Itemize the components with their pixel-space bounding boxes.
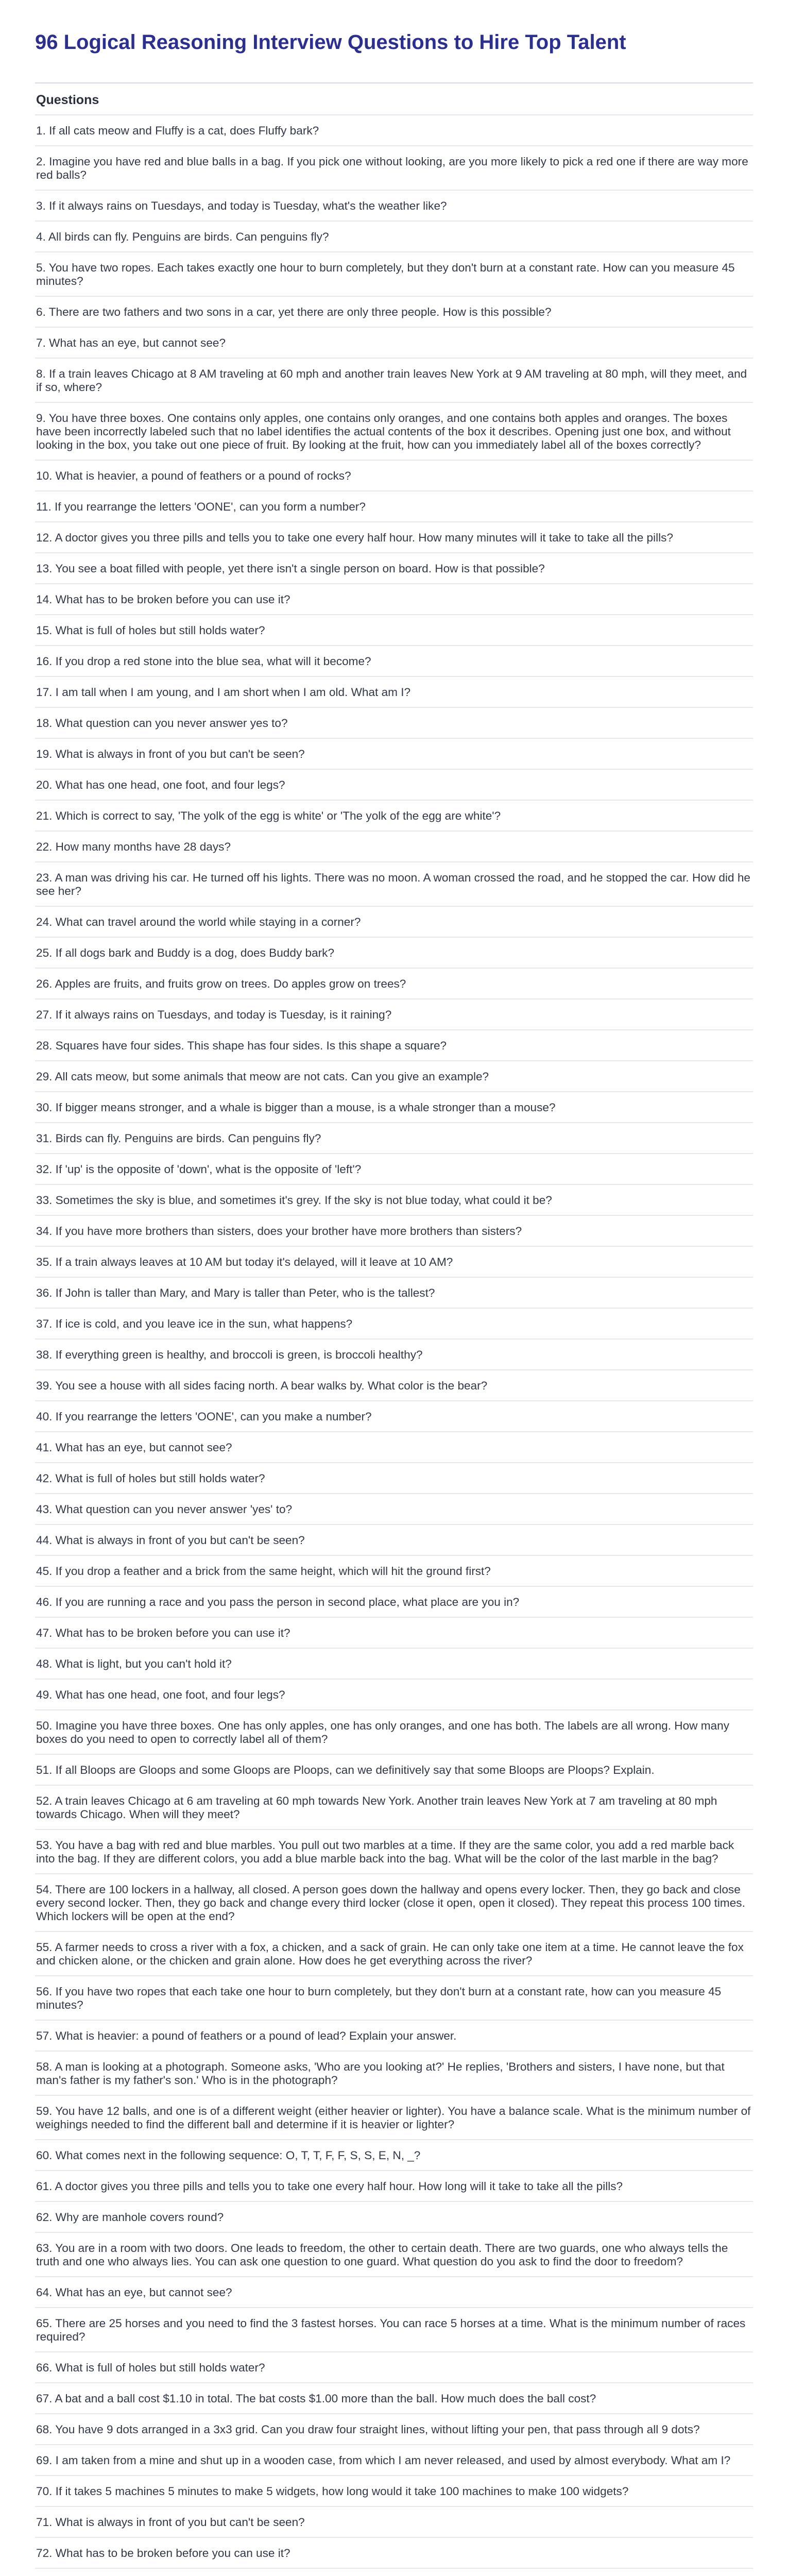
questions-table [35,82,753,2576]
question-row: 53. You have a bag with red and blue marbles. You pull out two marbles at a time. If they are the same color, you add a red marble back into the bag. If they are different colors, you add a blue marble back into the bag. What will be the color of the last marble in the bag? [35,1830,753,1874]
question-row: 12. A doctor gives you three pills and tells you to take one every half hour. How many minutes will it take to take all the pills? [35,522,753,553]
question-row: 24. What can travel around the world while staying in a corner? [35,907,753,938]
question-row: 29. All cats meow, but some animals that meow are not cats. Can you give an example? [35,1061,753,1092]
question-row: 70. If it takes 5 machines 5 minutes to make 5 widgets, how long would it take 100 machines to make 100 widgets? [35,2476,753,2507]
question-row: 43. What question can you never answer 'yes' to? [35,1494,753,1525]
question-row: 58. A man is looking at a photograph. Someone asks, 'Who are you looking at?' He replies, 'Brothers and sisters, I have none, but that man's father is my father's son.' Who is in the photograph? [35,2052,753,2096]
question-row: 60. What comes next in the following sequence: O, T, T, F, F, S, S, E, N, _? [35,2140,753,2171]
question-row: 28. Squares have four sides. This shape has four sides. Is this shape a square? [35,1030,753,1061]
question-row: 22. How many months have 28 days? [35,832,753,862]
question-row: 27. If it always rains on Tuesdays, and today is Tuesday, is it raining? [35,999,753,1030]
question-row: 21. Which is correct to say, 'The yolk of the egg is white' or 'The yolk of the egg are white'? [35,801,753,832]
question-row: 32. If 'up' is the opposite of 'down', what is the opposite of 'left'? [35,1154,753,1185]
question-row: 8. If a train leaves Chicago at 8 AM traveling at 60 mph and another train leaves New York at 9 AM traveling at 80 mph, will they meet, and if so, where? [35,359,753,403]
question-row: 5. You have two ropes. Each takes exactly one hour to burn completely, but they don't burn at a constant rate. How can you measure 45 minutes? [35,252,753,297]
question-row: 52. A train leaves Chicago at 6 am traveling at 60 mph towards New York. Another train leaves New York at 7 am traveling at 80 mph towards Chicago. When will they meet? [35,1786,753,1830]
question-row: 37. If ice is cold, and you leave ice in the sun, what happens? [35,1309,753,1340]
question-list [35,115,753,2576]
question-row: 63. You are in a room with two doors. One leads to freedom, the other to certain death. There are two guards, one who always tells the truth and one who always lies. You can ask one question to one guard. What question do you ask to find the door to freedom? [35,2233,753,2277]
question-row: 30. If bigger means stronger, and a whale is bigger than a mouse, is a whale stronger than a mouse? [35,1092,753,1123]
question-row: 46. If you are running a race and you pass the person in second place, what place are you in? [35,1587,753,1618]
table-header: Questions [35,83,753,115]
question-row: 62. Why are manhole covers round? [35,2202,753,2233]
question-row: 34. If you have more brothers than sisters, does your brother have more brothers than sisters? [35,1216,753,1247]
question-row: 66. What is full of holes but still holds water? [35,2352,753,2383]
question-row: 15. What is full of holes but still holds water? [35,615,753,646]
question-row: 18. What question can you never answer yes to? [35,708,753,739]
question-row: 59. You have 12 balls, and one is of a different weight (either heavier or lighter). You have a balance scale. What is the minimum number of weighings needed to find the different ball and determine if it is heavier or lighter? [35,2096,753,2140]
question-row: 61. A doctor gives you three pills and tells you to take one every half hour. How long will it take to take all the pills? [35,2171,753,2202]
question-row: 51. If all Bloops are Gloops and some Gloops are Ploops, can we definitively say that some Bloops are Ploops? Explain. [35,1755,753,1786]
question-row: 45. If you drop a feather and a brick from the same height, which will hit the ground first? [35,1556,753,1587]
question-row: 48. What is light, but you can't hold it? [35,1649,753,1680]
question-row: 13. You see a boat filled with people, yet there isn't a single person on board. How is that possible? [35,553,753,584]
question-row: 38. If everything green is healthy, and broccoli is green, is broccoli healthy? [35,1340,753,1370]
question-row: 41. What has an eye, but cannot see? [35,1432,753,1463]
question-row: 42. What is full of holes but still holds water? [35,1463,753,1494]
question-row: 31. Birds can fly. Penguins are birds. Can penguins fly? [35,1123,753,1154]
question-row: 50. Imagine you have three boxes. One has only apples, one has only oranges, and one has both. The labels are all wrong. How many boxes do you need to open to correctly label all of them? [35,1710,753,1755]
question-row: 68. You have 9 dots arranged in a 3x3 grid. Can you draw four straight lines, without lifting your pen, that pass through all 9 dots? [35,2414,753,2445]
question-row: 17. I am tall when I am young, and I am short when I am old. What am I? [35,677,753,708]
question-row: 26. Apples are fruits, and fruits grow on trees. Do apples grow on trees? [35,969,753,999]
question-row: 7. What has an eye, but cannot see? [35,328,753,359]
question-row: 39. You see a house with all sides facing north. A bear walks by. What color is the bear? [35,1370,753,1401]
question-row: 33. Sometimes the sky is blue, and sometimes it's grey. If the sky is not blue today, what could it be? [35,1185,753,1216]
question-row: 65. There are 25 horses and you need to find the 3 fastest horses. You can race 5 horses at a time. What is the minimum number of races required? [35,2308,753,2352]
question-row: 10. What is heavier, a pound of feathers or a pound of rocks? [35,461,753,492]
question-row: 35. If a train always leaves at 10 AM but today it's delayed, will it leave at 10 AM? [35,1247,753,1278]
question-row: 14. What has to be broken before you can use it? [35,584,753,615]
question-row: 71. What is always in front of you but can't be seen? [35,2507,753,2538]
question-row: 1. If all cats meow and Fluffy is a cat, does Fluffy bark? [35,115,753,146]
question-row: 11. If you rearrange the letters 'OONE', can you form a number? [35,492,753,522]
question-row: 19. What is always in front of you but can't be seen? [35,739,753,770]
question-row: 55. A farmer needs to cross a river with a fox, a chicken, and a sack of grain. He can only take one item at a time. He cannot leave the fox and chicken alone, or the chicken and grain alone. How does he get everything across the river? [35,1932,753,1976]
question-row: 36. If John is taller than Mary, and Mary is taller than Peter, who is the tallest? [35,1278,753,1309]
question-row: 2. Imagine you have red and blue balls in a bag. If you pick one without looking, are you more likely to pick a red one if there are way more red balls? [35,146,753,191]
question-row [35,2569,753,2576]
question-row: 69. I am taken from a mine and shut up in a wooden case, from which I am never released, and used by almost everybody. What am I? [35,2445,753,2476]
question-row: 6. There are two fathers and two sons in a car, yet there are only three people. How is this possible? [35,297,753,328]
question-row: 44. What is always in front of you but can't be seen? [35,1525,753,1556]
question-row: 20. What has one head, one foot, and four legs? [35,770,753,801]
question-row: 54. There are 100 lockers in a hallway, all closed. A person goes down the hallway and opens every locker. Then, they go back and close every second locker. Then, they go back and change every third locker (close it open, open it closed). They repeat this process 100 times. Which lockers will be open at the end? [35,1874,753,1932]
question-row: 49. What has one head, one foot, and four legs? [35,1680,753,1710]
question-row: 25. If all dogs bark and Buddy is a dog, does Buddy bark? [35,938,753,969]
question-row: 16. If you drop a red stone into the blue sea, what will it become? [35,646,753,677]
question-row: 47. What has to be broken before you can use it? [35,1618,753,1649]
question-row: 4. All birds can fly. Penguins are birds. Can penguins fly? [35,222,753,252]
question-row: 3. If it always rains on Tuesdays, and today is Tuesday, what's the weather like? [35,191,753,222]
question-row: 9. You have three boxes. One contains only apples, one contains only oranges, and one contains both apples and oranges. The boxes have been incorrectly labeled such that no label identifies the actual contents of the box it describes. Opening just one box, and without looking in the box, you take out one piece of fruit. By looking at the fruit, how can you immediately label all of the boxes correctly? [35,403,753,461]
question-row: 57. What is heavier: a pound of feathers or a pound of lead? Explain your answer. [35,2021,753,2052]
question-row: 67. A bat and a ball cost $1.10 in total. The bat costs $1.00 more than the ball. How much does the ball cost? [35,2383,753,2414]
question-row: 72. What has to be broken before you can use it? [35,2538,753,2569]
question-row: 40. If you rearrange the letters 'OONE', can you make a number? [35,1401,753,1432]
page-title: 96 Logical Reasoning Interview Questions to Hire Top Talent [35,31,626,54]
question-row: 23. A man was driving his car. He turned off his lights. There was no moon. A woman crossed the road, and he stopped the car. How did he see her? [35,862,753,907]
question-row: 56. If you have two ropes that each take one hour to burn completely, but they don't burn at a constant rate, how can you measure 45 minutes? [35,1976,753,2021]
question-row: 64. What has an eye, but cannot see? [35,2277,753,2308]
